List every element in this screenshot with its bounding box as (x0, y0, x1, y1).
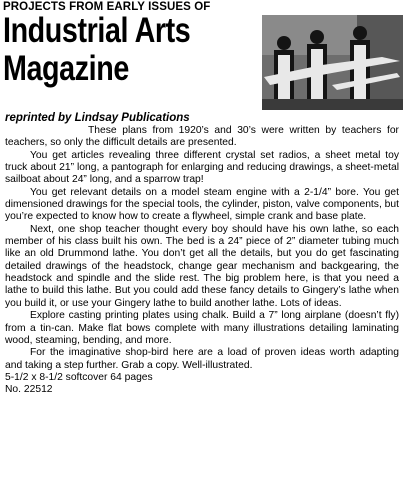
paragraph: For the imaginative shop-bird here are a load of proven ideas worth adapting and taking a step further. Grab a copy. Well-illustrated. (5, 347, 399, 371)
specs-line: 5-1/2 x 8-1/2 softcover 64 pages (5, 371, 153, 383)
paragraph: These plans from 1920’s and 30’s were written by teachers for teachers, so only the difficult details are presented. (5, 125, 399, 149)
kicker-line: PROJECTS FROM EARLY ISSUES OF (3, 1, 211, 13)
magazine-title (3, 12, 190, 88)
paragraph: You get relevant details on a model steam engine with a 2-1/4” bore. You get dimensioned drawings for the special tools, the cylinder, piston, valve components, but you’re expected to know how to create a flywheel, simple crank and base plate. (5, 186, 399, 223)
paragraph: Explore casting printing plates using chalk. Build a 7” long airplane (doesn’t fly) from a tin-can. Make flat bows complete with many illustrations detailing laminating wood, steaming, bending, and more. (5, 310, 399, 346)
publisher-credit: reprinted by Lindsay Publications (5, 112, 190, 124)
title-line-1: Industrial Arts (3, 11, 191, 50)
students-photo (262, 15, 403, 110)
paragraph: Next, one shop teacher thought every boy should have his own lathe, so each member of his class built his own. The bed is a 24” piece of 2” diameter tubing much like an old Drummond lathe. You don’t get all the details, but you do get fascinating detailed drawings of the headstock, change gear mechanism and backgearing, the headstock and spindle and the slide rest. The big problem here, is that you need a lathe to build this lathe. But you could add these fancy details to Gingery’s lathe when you build it, or use your Gingery lathe to build another lathe. Lots of ideas. (5, 223, 399, 309)
title-line-2: Magazine (3, 49, 129, 88)
description-body (5, 125, 399, 397)
item-number: No. 22512 (5, 384, 53, 396)
paragraph: You get articles revealing three different crystal set radios, a sheet metal toy truck about 21” long, a pantograph for enlarging and reducing drawings, a sheet-metal sailboat about 24” long, and a sparrow trap! (5, 149, 399, 186)
